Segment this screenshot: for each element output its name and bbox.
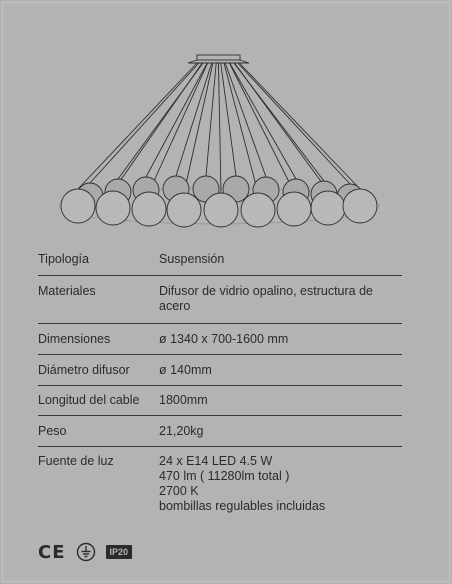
cable-line — [225, 63, 266, 177]
spec-label: Peso — [38, 424, 67, 438]
globe-shape — [241, 193, 275, 227]
spec-value — [159, 363, 402, 385]
spec-value-line: Difusor de vidrio opalino, estructura de — [159, 284, 374, 298]
cable-line — [206, 63, 216, 176]
spec-value-line: Suspensión — [159, 252, 225, 266]
spec-row-light-source — [38, 447, 402, 514]
spec-value-line: bombillas regulables incluidas — [159, 499, 326, 513]
cable-line — [238, 63, 350, 184]
globe-shape — [204, 193, 238, 227]
lamp-illustration — [0, 0, 452, 240]
certifications — [38, 540, 132, 564]
spec-value-line: 24 x E14 LED 4.5 W — [159, 454, 273, 468]
spec-value — [159, 393, 402, 415]
spec-label: Diámetro difusor — [38, 363, 130, 377]
cable-line — [239, 63, 360, 189]
spec-value — [159, 424, 402, 446]
spec-value — [159, 252, 402, 275]
spec-value-line: 470 lm ( 11280lm total ) — [159, 469, 290, 483]
cable-line — [218, 63, 221, 193]
spec-label: Tipología — [38, 252, 89, 266]
cable-line — [229, 63, 294, 192]
spec-row-materials — [38, 276, 402, 324]
ground-symbol-icon — [76, 542, 96, 562]
spec-value-line: 1800mm — [159, 393, 208, 407]
spec-value-line: ø 1340 x 700-1600 mm — [159, 332, 289, 346]
spec-value — [159, 332, 402, 354]
globe-shape — [343, 189, 377, 223]
spec-row-weight — [38, 416, 402, 447]
spec-row-diffuser-diameter — [38, 355, 402, 386]
spec-value — [159, 284, 402, 323]
spec-label: Fuente de luz — [38, 454, 114, 468]
cable-line — [230, 63, 296, 179]
spec-value-line: 2700 K — [159, 484, 199, 498]
spec-value-line: 21,20kg — [159, 424, 204, 438]
globe-shape — [132, 192, 166, 226]
globe-shape — [167, 193, 201, 227]
spec-row-cable-length — [38, 386, 402, 416]
spec-row-typology — [38, 244, 402, 276]
spec-label: Materiales — [38, 284, 96, 298]
spec-label: Longitud del cable — [38, 393, 140, 407]
ip-rating-badge: IP20 — [106, 545, 133, 559]
spec-value — [159, 454, 402, 514]
spec-value-line: ø 140mm — [159, 363, 212, 377]
spec-row-dimensions — [38, 324, 402, 355]
globe-shape — [96, 191, 130, 225]
cable-line — [90, 63, 199, 183]
globe-shape — [311, 191, 345, 225]
ce-mark-icon: CE — [38, 541, 66, 563]
cable-line — [146, 63, 207, 177]
spec-value-line: acero — [159, 299, 191, 313]
globe-shape — [61, 189, 95, 223]
globe-shape — [277, 192, 311, 226]
spec-table — [38, 244, 402, 514]
spec-label: Dimensiones — [38, 332, 111, 346]
